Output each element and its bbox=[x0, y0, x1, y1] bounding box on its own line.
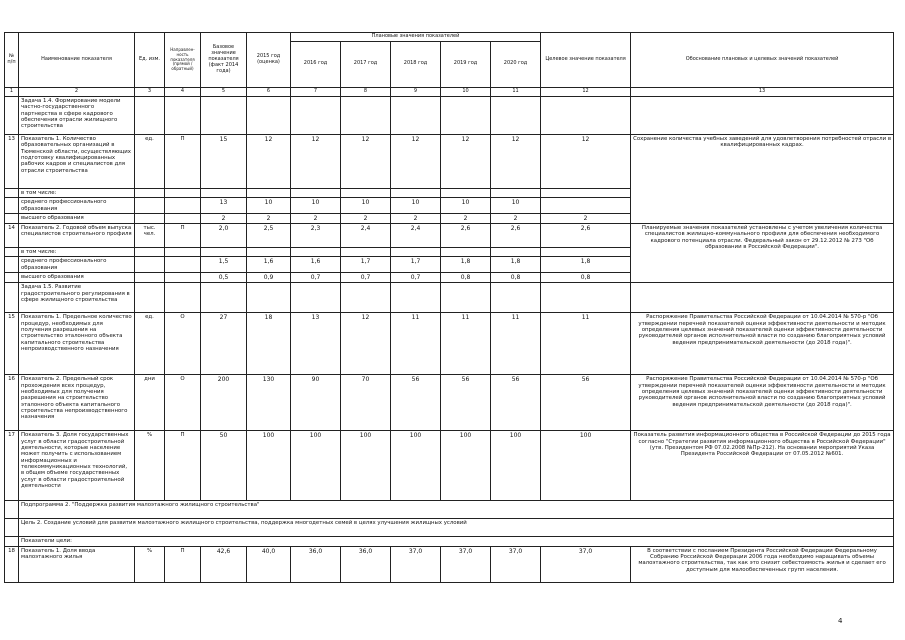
header-target: Целевое значение показателя bbox=[541, 33, 631, 88]
justification-cell: Распоряжение Правительства Российской Федерации от 10.04.2014 № 570-р "Об утверждении перечней показателей оценки эффективности деятельности и методик определения целевых значений показателей оценки эффективности деятельности руководителей органов исполнительной власти по созданию благоприятных условий ведения предпринимательской деятельности (до 2018 года)". bbox=[631, 375, 894, 431]
table-row: в том числе: bbox=[5, 247, 894, 256]
justification-cell: Планируемые значения показателей установлены с учетом увеличения количества специалистов жилищно-коммунального профиля для обеспечения необходимого кадрового потенциала отрасли. Федеральный закон от 29.12.2012 № 273 "Об образовании в Российской Федерации". bbox=[631, 223, 894, 282]
task-row bbox=[5, 283, 894, 313]
justification-cell: Показатель развития информационного общества в Российской Федерации до 2015 года согласно "Стратегии развития информационного общества в Российской Федерации" (утв. Президентом РФ 07.02.2008 №Пр-212). На основании мероприятий Указа Президента Российской Федерации от 07.05.2012 №601. bbox=[631, 431, 894, 501]
header-row-1 bbox=[5, 33, 894, 42]
header-name: Наименование показателя bbox=[19, 33, 135, 88]
table-row: 13 Показатель 1. Количество образовательных организаций в Тюменской области, осуществляющих подготовку квалифицированных рабочих кадров и специалистов для отрасли строительства ед. П 15 12 12 12 12 12 12 12 Сохранение количества учебных заведений для удовлетворения потребностей отрасли в квалифицированных кадрах. bbox=[5, 134, 894, 188]
header-num: № п/п bbox=[5, 33, 19, 88]
header-base: Базовое значение показателя (факт 2014 года) bbox=[201, 33, 247, 88]
table-row: 14 Показатель 2. Годовой объем выпуска специалистов строительного профиля тыс. чел. П 2,0 2,5 2,3 2,4 2,4 2,6 2,6 2,6 Планируемые значения показателей установлены с учетом увеличения количества специалистов жилищно-коммунального профиля для обеспечения необходимого кадрового потенциала отрасли. Федеральный закон от 29.12.2012 № 273 "Об образовании в Российской Федерации". bbox=[5, 223, 894, 247]
header-2019: 2019 год bbox=[441, 41, 491, 87]
goal-indicators-row bbox=[5, 537, 894, 546]
subprogram-row bbox=[5, 501, 894, 519]
table-row: высшего образования 2 2 2 2 2 2 2 2 bbox=[5, 213, 894, 223]
justification-cell: В соответствии с посланием Президента Российской Федерации Федеральному Собранию Российской Федерации 2006 года необходимо наращивать объемы малоэтажного строительства, так как это снизит себестоимость жилья и сделает его доступным для малообеспеченных групп населения. bbox=[631, 546, 894, 582]
table-row: 15 Показатель 1. Предельное количество процедур, необходимых для получения разрешения на строительство эталонного объекта капитального строительства непроизводственного назначения ед. О 27 18 13 12 11 11 11 11 Распоряжение Правительства Российской Федерации от 10.04.2014 № 570-р "Об утверждении перечней показателей оценки эффективности деятельности и методик определения целевых значений показателей оценки эффективности деятельности руководителей органов исполнительной власти по созданию благоприятных условий ведения предпринимательской деятельности (до 2018 года)". bbox=[5, 313, 894, 375]
subprogram-title: Подпрограмма 2. "Поддержка развития малоэтажного жилищного строительства" bbox=[19, 501, 894, 519]
justification-cell: Сохранение количества учебных заведений для удовлетворения потребностей отрасли в квалифицированных кадрах. bbox=[631, 134, 894, 223]
task-title: Задача 1.4. Формирование модели частно-государственного партнерства в сфере кадрового обеспечения отрасли жилищного строительства bbox=[19, 96, 135, 134]
header-justification: Обоснование плановых и целевых значений показателей bbox=[631, 33, 894, 88]
goal-indicators-label: Показатели цели: bbox=[19, 537, 894, 546]
index-row: 1 2 3 4 5 6 7 8 9 10 11 12 13 bbox=[5, 87, 894, 96]
table-row: 18 Показатель 1. Доля ввода малоэтажного жилья % П 42,6 40,0 36,0 36,0 37,0 37,0 37,0 37,0 В соответствии с посланием Президента Российской Федерации Федеральному Собранию Российской Федерации 2006 года необходимо наращивать объемы малоэтажного строительства, так как это снизит себестоимость жилья и сделает его доступным для малообеспеченных групп населения. bbox=[5, 546, 894, 582]
indicators-table bbox=[4, 32, 894, 583]
header-unit: Ед. изм. bbox=[135, 33, 165, 88]
header-direction: Направлен-ность показателя (прямой / обратный) bbox=[165, 33, 201, 88]
justification-cell: Распоряжение Правительства Российской Федерации от 10.04.2014 № 570-р "Об утверждении перечней показателей оценки эффективности деятельности и методик определения целевых значений показателей оценки эффективности деятельности руководителей органов исполнительной власти по созданию благоприятных условий ведения предпринимательской деятельности (до 2018 года)". bbox=[631, 313, 894, 375]
goal-title: Цель 2. Создание условий для развития малоэтажного жилищного строительства, поддержка многодетных семей в целях улучшения жилищных условий bbox=[19, 519, 894, 537]
header-2016: 2016 год bbox=[291, 41, 341, 87]
table-row: 17 Показатель 3. Доля государственных услуг в области градостроительной деятельности, которые население может получить с использованием информационных и телекоммуникационных технологий, в общем объеме государственных услуг в области градостроительной деятельности % П 50 100 100 100 100 100 100 100 Показатель развития информационного общества в Российской Федерации до 2015 года согласно "Стратегии развития информационного общества в Российской Федерации" (утв. Президентом РФ 07.02.2008 №Пр-212). На основании мероприятий Указа Президента Российской Федерации от 07.05.2012 №601. bbox=[5, 431, 894, 501]
header-2018: 2018 год bbox=[391, 41, 441, 87]
task-title: Задача 1.5. Развитие градостроительного регулирования в сфере жилищного строительства bbox=[19, 283, 135, 313]
header-2015: 2015 год (оценка) bbox=[247, 33, 291, 88]
header-planned: Плановые значения показателей bbox=[291, 33, 541, 42]
header-2020: 2020 год bbox=[491, 41, 541, 87]
header-2017: 2017 год bbox=[341, 41, 391, 87]
table-row: среднего профессионального образования 1,5 1,6 1,6 1,7 1,7 1,8 1,8 1,8 bbox=[5, 257, 894, 273]
table-row: 16 Показатель 2. Предельный срок прохождения всех процедур, необходимых для получения разрешения на строительство эталонного объекта капитального строительства непроизводственного назначения дни О 200 130 90 70 56 56 56 56 Распоряжение Правительства Российской Федерации от 10.04.2014 № 570-р "Об утверждении перечней показателей оценки эффективности деятельности и методик определения целевых значений показателей оценки эффективности деятельности руководителей органов исполнительной власти по созданию благоприятных условий ведения предпринимательской деятельности (до 2018 года)". bbox=[5, 375, 894, 431]
table-row: в том числе: bbox=[5, 188, 894, 197]
table-row: высшего образования 0,5 0,9 0,7 0,7 0,7 0,8 0,8 0,8 bbox=[5, 273, 894, 283]
task-row bbox=[5, 96, 894, 134]
page-number: 4 bbox=[838, 617, 843, 625]
goal-row bbox=[5, 519, 894, 537]
table-row: среднего профессионального образования 13 10 10 10 10 10 10 bbox=[5, 198, 894, 214]
